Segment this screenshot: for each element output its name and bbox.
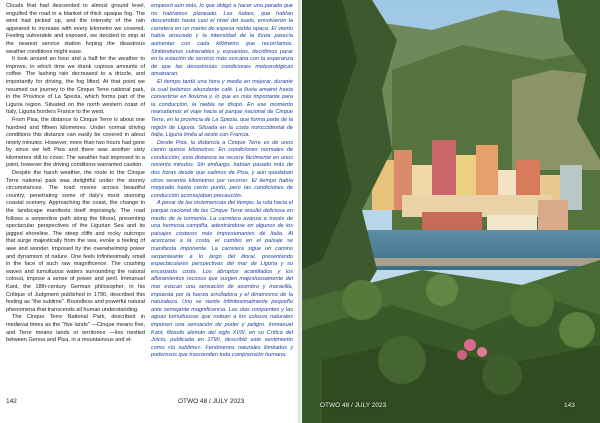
english-paragraph: From Pisa, the distance to Cinque Terre is about one hundred and fifteen kilometres. Under normal driving conditions this distance can easily be covered in about ninety minutes. However, more than two hours had gone by since we left Pisa and there was another sixty kilometres still to cover. The weather had improved to a point, however the driving conditions warranted caution. (6, 116, 145, 169)
cinque-terre-photo (302, 0, 600, 423)
village-photo-illustration (302, 0, 600, 423)
english-paragraph: The Cinque Terre National Park, described in medieval times as the "five lands" —Cinque means five, and Terre means lands or territories —lies nestled between Genoa and Pisa, in a mountainous and el- (6, 314, 145, 344)
spanish-paragraph: Desde Pisa, la distancia a Cinque Terre es de unos ciento quince kilómetros. En condiciones normales de conducción, esta distancia se recorre fácilmente en unos noventa minutos. Sin embargo, habían pasado más de dos horas desde que salimos de Pisa, y aún quedaban otros sesenta kilómetros por recorrer. El tiempo había mejorado hasta cierto punto, pero las condiciones de conducción aconsejaban precaución. (151, 139, 293, 199)
right-page-number: 143 (564, 402, 575, 409)
spanish-paragraph: El tiempo tardó una hora y media en mejorar, durante la cual bebimos abundante café. La lluvia amainó hasta convertirse en llovizna y, lo que es más importante para la conducción, la niebla se disipó. En ese momento reanudamos el viaje hacia el parque nacional de Cinque Terre, en la provincia de La Spezia, que forma parte de la región de Liguria. Situada en la costa noroccidental de Italia, Liguria limita al oeste con Francia. (151, 78, 293, 139)
spanish-paragraph: A pesar de las inclemencias del tiempo, la ruta hacia el parque nacional de las Cinque Terre resultó deliciosa en medio de la tormenta. La carretera avanza a través de una hermosa campiña, adentrándose en algunos de los paisajes costeros más impresionantes de Italia. Al acercarse a la costa, el cambio en el paisaje se manifiesta imponente. La carretera sigue un camino serpenteante a lo largo del litoral, presentando espectaculares perspectivas del mar de Liguria y su escarpada costa. Los abruptos acantilados y los afloramientos rocosos que surgen majestuosamente del mar evocan una sensación de asombro y maravilla, impuesta por la fuerza arrolladora y el dinamismo de la naturaleza. Uno se siente infinitesimalmente pequeño ante semejante magnificencia. Las olas rompientes y las aguas tumultuosas que rodean a los colosos naturales imponen una sensación de poder y peligro. Immanuel Kant, filósofo alemán del siglo XVIII, en su Crítica del Juicio, publicada en 1790, describió este sentimiento como «lo sublime». Fenómenos naturales ilimitados y poderosos que trascienden toda comprensión humana. (151, 200, 293, 359)
english-paragraph: Clouds that had descended to almost ground level, engulfed the road in a blanket of thick opaque fog. The wind had picked up, and the intensity of the rain appeared to increase with every kilometre we covered. Feeling vulnerable and exposed, we decided to stop at the nearest service station hoping the disastrous weather conditions might ease. (6, 3, 145, 55)
left-page-footer: OTWO 48 / JULY 2023 (178, 398, 245, 405)
english-paragraph: It took around an hour and a half for the weather to improve, in which time we drank copious amounts of coffee. The lashing rain decreased to a drizzle, and importantly for driving, the fog lifted. At that point we resumed our journey to the Cinque Terre national park, in the Province of La Spezia, which forms part of the Liguria region. Situated on the north western coast of Italy, Liguria borders France to the west. (6, 56, 145, 116)
english-text-column (6, 3, 145, 345)
english-paragraph: Despite the harsh weather, the route to the Cinque Terre national park was delightful under the stormy circumstances. The road moves across beautiful country, penetrating some of Italy's most stunning coastal scenery. Approaching the coast, the change in the landscape manifests itself imposingly. The road follows a serpentine path along the littoral, presenting spectacular perspectives of the Ligurian Sea and its jagged shoreline. The steep cliffs and rocky outcrops that surge majestically from the sea, evoke a feeling of awe and wonder. Imposed by the overwhelming power and dynamism of nature. One feels infinitesimally small in the face of such raw magnificence. The crashing waves and tumultuous waters surrounding the natural colossi, impose a sense of power and peril. Immanuel Kant, the 18th-century German philosopher, in his Critique of Judgment published in 1790, described this feeling as "the sublime". Boundless and powerful natural phenomena that transcends all human understanding. (6, 170, 145, 313)
spanish-text-column (151, 3, 293, 360)
left-page-number: 142 (6, 398, 17, 405)
right-page-footer: OTWO 48 / JULY 2023 (320, 402, 387, 409)
spanish-paragraph: empeoró aún más, lo que obligó a hacer una parada que no habíamos planeado. Las nubes, que habían descendido hasta casi el nivel del suelo, envolvieron la carretera en un manto de espesa niebla opaca. El viento había arreciado y la intensidad de la lluvia parecía aumentar con cada kilómetro que recorríamos. Sintiéndonos vulnerables y expuestos, decidimos parar en la estación de servicio más cercana con la esperanza de que las desastrosas condiciones meteorológicas amainaran. (151, 3, 293, 78)
